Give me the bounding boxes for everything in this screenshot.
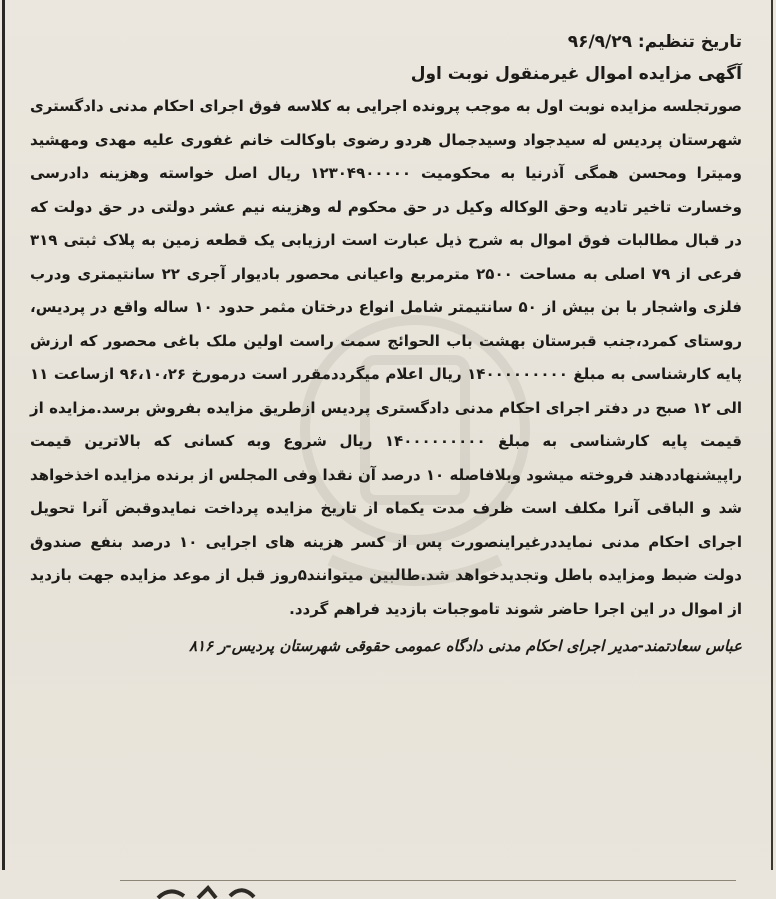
- section-divider: [120, 880, 736, 881]
- left-column-rule: [2, 0, 5, 870]
- notice-title: آگهی مزایده اموال غیرمنقول نوبت اول: [410, 64, 742, 84]
- right-column-rule: [771, 0, 773, 870]
- notice-date: تاریخ تنظیم: ۹۶/۹/۲۹: [567, 32, 742, 52]
- notice-body: صورتجلسه مزایده نوبت اول به موجب پرونده اجرایی به کلاسه فوق اجرای احکام مدنی دادگستری شهرستان پردیس له سیدجواد وسیدجمال هردو رضوی باوکالت خانم غفوری علیه مهدی ومهشید ومیترا ومحسن همگی آذرنیا به محکومیت ۱۲۳۰۴۹۰۰۰۰۰ ریال اصل خواسته وهزینه دادرسی وخسارت تاخیر تادیه وحق الوکاله وکیل در حق محکوم له وهزینه نیم عشر دولتی در حق دولت که در قبال مطالبات فوق اموال به شرح ذیل عبارت است ارزیابی یک قطعه زمین به پلاک ثبتی ۳۱۹ فرعی از ۷۹ اصلی به مساحت ۲۵۰۰ مترمربع واعیانی محصور بادیوار آجری ۲۲ سانتیمتری ودرب فلزی واشجار با بن بیش از ۵۰ سانتیمتر شامل انواع درختان مثمر حدود ۱۰ ساله واقع در پردیس، روستای کمرد،جنب قبرستان بهشت باب الحوائج سمت راست اولین ملک باغی محصور که ارزش پایه کارشناسی به مبلغ ۱۴۰۰۰۰۰۰۰۰۰ ریال اعلام میگرددمقرر است درمورخ ۹۶،۱۰،۲۶ ازساعت ۱۱ الی ۱۲ صبح در دفتر اجرای احکام مدنی دادگستری پردیس ازطریق مزایده بفروش برسد.مزایده از قیمت پایه کارشناسی به مبلغ ۱۴۰۰۰۰۰۰۰۰۰ ریال شروع وبه کسانی که بالاترین قیمت راپیشنهاددهند فروخته میشود وبلافاصله ۱۰ درصد آن نقدا وفی المجلس از برنده مزایده اخذخواهد شد و الباقی آنرا مکلف است ظرف مدت یکماه از تاریخ مزایده پرداخت نمایدوقبض آنرا تحویل اجرای احکام مدنی نمایددرغیراینصورت پس از کسر هزینه های اجرایی ۱۰ درصد بنفع صندوق دولت ضبط ومزایده باطل وتجدیدخواهد شد.طالبین میتوانند۵روز قبل از موعد مزایده جهت بازدید از اموال در این اجرا حاضر شوند تاموجبات بازدید فراهم گردد.: [30, 97, 743, 618]
- notice-signature: عباس سعادتمند-مدیر اجرای احکام مدنی دادگاه عمومی حقوقی شهرستان پردیس-ر ۸۱۶: [188, 637, 742, 655]
- next-article-fragment-icon: [150, 884, 270, 899]
- notice-content: [30, 30, 742, 660]
